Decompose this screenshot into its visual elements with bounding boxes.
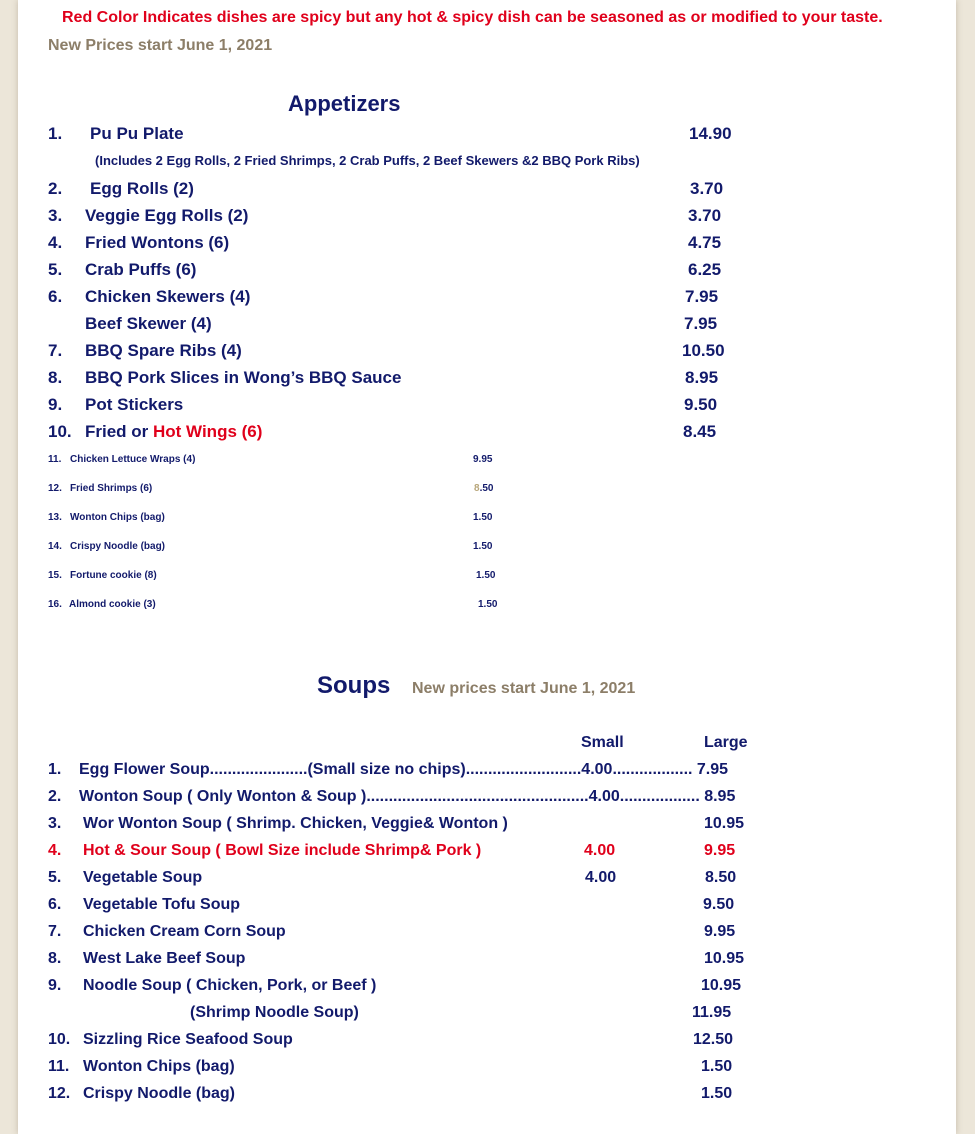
item-name: Beef Skewer (4) — [85, 314, 212, 333]
item-price-large: 9.50 — [703, 896, 735, 913]
item-number: 1. — [48, 761, 62, 778]
item-number: 12. — [48, 1085, 71, 1102]
item-name: (Shrimp Noodle Soup) — [190, 1004, 359, 1021]
item-price-small: 4.00 — [584, 842, 616, 859]
item-number: 11. — [48, 454, 62, 465]
item-number: 8. — [48, 950, 62, 967]
new-prices-notice: New Prices start June 1, 2021 — [48, 37, 273, 54]
item-name — [85, 422, 262, 442]
item-name: Chicken Cream Corn Soup — [83, 923, 286, 940]
item-price-large: 9.95 — [704, 923, 736, 940]
item-name: Vegetable Tofu Soup — [83, 896, 241, 913]
item-price: 3.70 — [690, 179, 724, 198]
item-price: 8.45 — [683, 422, 717, 441]
item-name: Fried Shrimps (6) — [70, 483, 153, 494]
item-number: 7. — [48, 341, 63, 360]
item-name: Hot & Sour Soup ( Bowl Size include Shrimp& Pork ) — [83, 842, 482, 859]
item-price: 4.75 — [688, 233, 722, 252]
item-name: Sizzling Rice Seafood Soup — [83, 1031, 293, 1048]
item-name: BBQ Pork Slices in Wong’s BBQ Sauce — [85, 368, 402, 387]
price-lead-digit: 8 — [474, 483, 480, 494]
item-number: 6. — [48, 287, 63, 306]
item-price: 8.95 — [685, 368, 719, 387]
item-name: Fortune cookie (8) — [70, 570, 157, 581]
item-price: 7.95 — [684, 314, 718, 333]
item-number: 6. — [48, 896, 62, 913]
item-number: 4. — [48, 233, 63, 252]
item-number: 10. — [48, 422, 72, 441]
item-line: Wonton Soup ( Only Wonton & Soup )..................................................4.00.................. 8.95 — [79, 788, 736, 805]
item-number: 15. — [48, 570, 62, 581]
item-name: Chicken Skewers (4) — [85, 287, 251, 306]
item-price-large: 10.95 — [704, 950, 745, 967]
appetizers-heading: Appetizers — [288, 91, 401, 116]
soups-new-prices: New prices start June 1, 2021 — [412, 680, 636, 697]
item-number: 11. — [48, 1058, 70, 1075]
hot-wings-label: Hot Wings (6) — [153, 422, 263, 441]
item-number: 2. — [48, 788, 62, 805]
item-name: Almond cookie (3) — [69, 599, 156, 610]
item-name: BBQ Spare Ribs (4) — [85, 341, 242, 360]
item-price-small: 4.00 — [585, 869, 617, 886]
item-name: Crispy Noodle (bag) — [83, 1085, 236, 1102]
item-number: 9. — [48, 395, 63, 414]
item-number: 3. — [48, 206, 63, 225]
item-price: 9.50 — [684, 395, 718, 414]
item-price: 14.90 — [689, 124, 732, 143]
item-number: 4. — [48, 842, 62, 859]
item-line: Egg Flower Soup......................(Small size no chips)..........................4.00.................. 7.95 — [79, 761, 729, 778]
item-name: Wor Wonton Soup ( Shrimp. Chicken, Veggie& Wonton ) — [83, 815, 508, 832]
item-name: Fried Wontons (6) — [85, 233, 230, 252]
item-price: 1.50 — [473, 541, 493, 552]
item-number: 12. — [48, 483, 62, 494]
item-price-large: 9.95 — [704, 842, 736, 859]
pupu-includes: (Includes 2 Egg Rolls, 2 Fried Shrimps, 2 Crab Puffs, 2 Beef Skewers &2 BBQ Pork Ribs) — [95, 153, 640, 168]
item-name: West Lake Beef Soup — [83, 950, 246, 967]
item-price-large: 8.50 — [705, 869, 737, 886]
item-name: Noodle Soup ( Chicken, Pork, or Beef ) — [83, 977, 377, 994]
item-price: 6.25 — [688, 260, 722, 279]
item-number: 3. — [48, 815, 62, 832]
price-rest: .50 — [479, 483, 494, 494]
item-number: 2. — [48, 179, 63, 198]
item-price-large: 10.95 — [704, 815, 745, 832]
item-price: 10.50 — [682, 341, 725, 360]
item-number: 1. — [48, 124, 63, 143]
item-number: 5. — [48, 260, 63, 279]
item-price — [474, 483, 493, 494]
item-price-large: 1.50 — [701, 1058, 733, 1075]
soups-heading: Soups — [317, 672, 391, 699]
item-price-large: 11.95 — [692, 1004, 732, 1021]
item-name: Wonton Chips (bag) — [83, 1058, 235, 1075]
item-name: Veggie Egg Rolls (2) — [85, 206, 249, 225]
item-name: Vegetable Soup — [83, 869, 203, 886]
item-number: 16. — [48, 599, 62, 610]
item-name-prefix: Fried or — [85, 422, 154, 441]
item-number: 13. — [48, 512, 62, 523]
item-price-large: 1.50 — [701, 1085, 733, 1102]
item-number: 5. — [48, 869, 62, 886]
item-number: 9. — [48, 977, 62, 994]
item-name: Pot Stickers — [85, 395, 184, 414]
item-price: 7.95 — [685, 287, 719, 306]
col-header-small: Small — [581, 734, 624, 751]
spicy-notice: Red Color Indicates dishes are spicy but any hot & spicy dish can be seasoned as or modified to your taste. — [62, 9, 883, 26]
item-number: 14. — [48, 541, 62, 552]
col-header-large: Large — [704, 734, 748, 751]
item-price-large: 10.95 — [701, 977, 742, 994]
item-name: Crispy Noodle (bag) — [70, 541, 166, 552]
item-name: Crab Puffs (6) — [85, 260, 197, 279]
item-price-large: 12.50 — [693, 1031, 734, 1048]
item-number: 7. — [48, 923, 62, 940]
item-price: 1.50 — [473, 512, 493, 523]
item-number: 8. — [48, 368, 63, 387]
item-price: 3.70 — [688, 206, 722, 225]
item-name: Egg Rolls (2) — [90, 179, 194, 198]
item-name: Chicken Lettuce Wraps (4) — [70, 454, 196, 465]
item-number: 10. — [48, 1031, 71, 1048]
item-price: 1.50 — [478, 599, 498, 610]
item-price: 9.95 — [473, 454, 493, 465]
item-price: 1.50 — [476, 570, 496, 581]
item-name: Pu Pu Plate — [90, 124, 184, 143]
item-name: Wonton Chips (bag) — [70, 512, 165, 523]
